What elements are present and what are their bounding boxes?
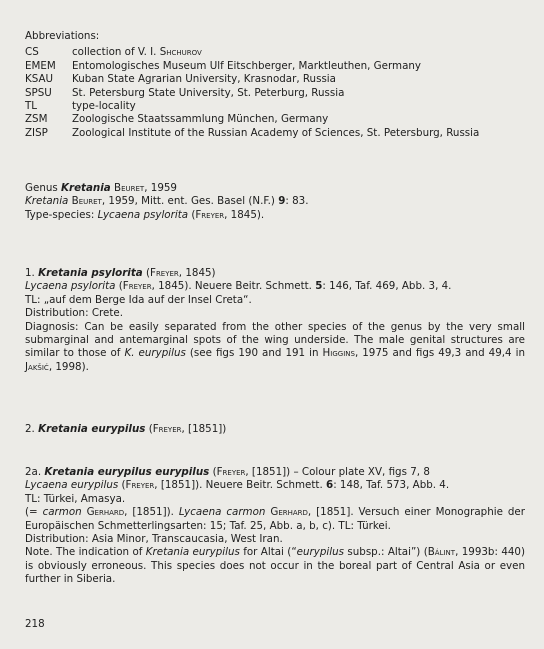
abbreviation-meaning bbox=[72, 46, 202, 59]
abbreviation-code: SPSU bbox=[25, 86, 52, 99]
subspecies-2a-distribution: Distribution: Asia Minor, Transcaucasia, West Iran. bbox=[25, 533, 283, 546]
abbreviation-row bbox=[25, 113, 525, 126]
subspecies-2a-type-locality: TL: Türkei, Amasya. bbox=[25, 492, 126, 505]
species-1-distribution: Distribution: Crete. bbox=[25, 307, 123, 320]
abbreviation-text: Kuban State Agrarian University, Krasnodar, Russia bbox=[72, 73, 336, 86]
abbreviation-row bbox=[25, 73, 525, 86]
species-2-title: 2. Kretania eurypilus (Freyer, [1851]) bbox=[25, 423, 227, 435]
page-number: 218 bbox=[25, 618, 45, 630]
species-1-reference: Lycaena psylorita (Freyer, 1845). Neuere Beitr. Schmett. 5: 146, Taf. 469, Abb. 3, 4. bbox=[25, 280, 452, 293]
subspecies-2a-synonym: (= carmon Gerhard, [1851]). Lycaena carmon Gerhard, [1851]. Versuch einer Monographie der Europäischen Schmetterlingsarten: 15; Taf. 25, Abb. a, b, c). TL: Türkei. bbox=[25, 506, 525, 532]
abbreviations-heading: Abbreviations: bbox=[25, 30, 100, 42]
species-1-type-locality: TL: „auf dem Berge Ida auf der Insel Creta“. bbox=[25, 293, 252, 306]
abbreviation-code: EMEM bbox=[25, 59, 56, 72]
abbreviation-text: Zoologische Staatssammlung München, Germany bbox=[72, 113, 329, 126]
genus-reference: Kretania Beuret, 1959, Mitt. ent. Ges. Basel (N.F.) 9: 83. bbox=[25, 195, 309, 208]
abbreviation-author: Shchurov bbox=[159, 46, 202, 59]
species-1-title: 1. Kretania psylorita (Freyer, 1845) bbox=[25, 267, 216, 279]
abbreviation-row bbox=[25, 87, 525, 100]
subspecies-2a-title: 2a. Kretania eurypilus eurypilus (Freyer, [1851]) – Colour plate XV, figs 7, 8 bbox=[25, 466, 430, 478]
abbreviation-code: ZISP bbox=[25, 126, 48, 139]
abbreviation-meaning bbox=[72, 100, 136, 113]
abbreviation-row bbox=[25, 100, 525, 113]
subspecies-2a-section bbox=[25, 466, 525, 587]
abbreviation-text: collection of V. I. bbox=[72, 46, 160, 59]
genus-type-species: Type-species: Lycaena psylorita (Freyer, 1845). bbox=[25, 208, 265, 221]
abbreviation-row bbox=[25, 60, 525, 73]
genus-title: Genus Kretania Beuret, 1959 bbox=[25, 182, 177, 194]
subspecies-2a-reference: Lycaena eurypilus (Freyer, [1851]). Neuere Beitr. Schmett. 6: 148, Taf. 573, Abb. 4. bbox=[25, 479, 450, 492]
abbreviation-code: KSAU bbox=[25, 73, 54, 86]
abbreviation-row bbox=[25, 127, 525, 140]
abbreviation-text: St. Petersburg State University, St. Peterburg, Russia bbox=[72, 86, 345, 99]
abbreviation-row bbox=[25, 46, 525, 59]
abbreviation-code: TL bbox=[25, 100, 38, 113]
abbreviation-text: Entomologisches Museum Ulf Eitschberger, Marktleuthen, Germany bbox=[72, 59, 421, 72]
abbreviation-meaning bbox=[72, 60, 421, 73]
species-1-diagnosis: Diagnosis: Can be easily separated from the other species of the genus by the very small submarginal and antemarginal spots of the wing underside. The male genital structures are similar to those of K. eurypilus (see figs 190 and 191 in Higgins, 1975 and figs 49,3 and 49,4 in Jakšić, 1998). bbox=[25, 320, 525, 373]
genus-section bbox=[25, 182, 525, 222]
abbreviation-text: type-locality bbox=[72, 100, 136, 113]
abbreviations-list bbox=[25, 46, 525, 140]
abbreviation-meaning bbox=[72, 87, 344, 100]
species-2-section bbox=[25, 423, 525, 436]
abbreviation-meaning bbox=[72, 73, 336, 86]
abbreviation-meaning bbox=[72, 127, 479, 140]
abbreviations-section bbox=[25, 30, 525, 140]
abbreviation-code: ZSM bbox=[25, 113, 48, 126]
abbreviation-text: Zoological Institute of the Russian Academy of Sciences, St. Petersburg, Russia bbox=[72, 126, 480, 139]
abbreviation-code: CS bbox=[25, 46, 39, 59]
species-1-section bbox=[25, 267, 525, 374]
abbreviation-meaning bbox=[72, 113, 328, 126]
subspecies-2a-note: Note. The indication of Kretania eurypilus for Altai (“eurypilus subsp.: Altai”) (Bálint, 1993b: 440) is obviously erroneous. This species does not occur in the boreal part of Central Asia or even further in Siberia. bbox=[25, 546, 525, 586]
